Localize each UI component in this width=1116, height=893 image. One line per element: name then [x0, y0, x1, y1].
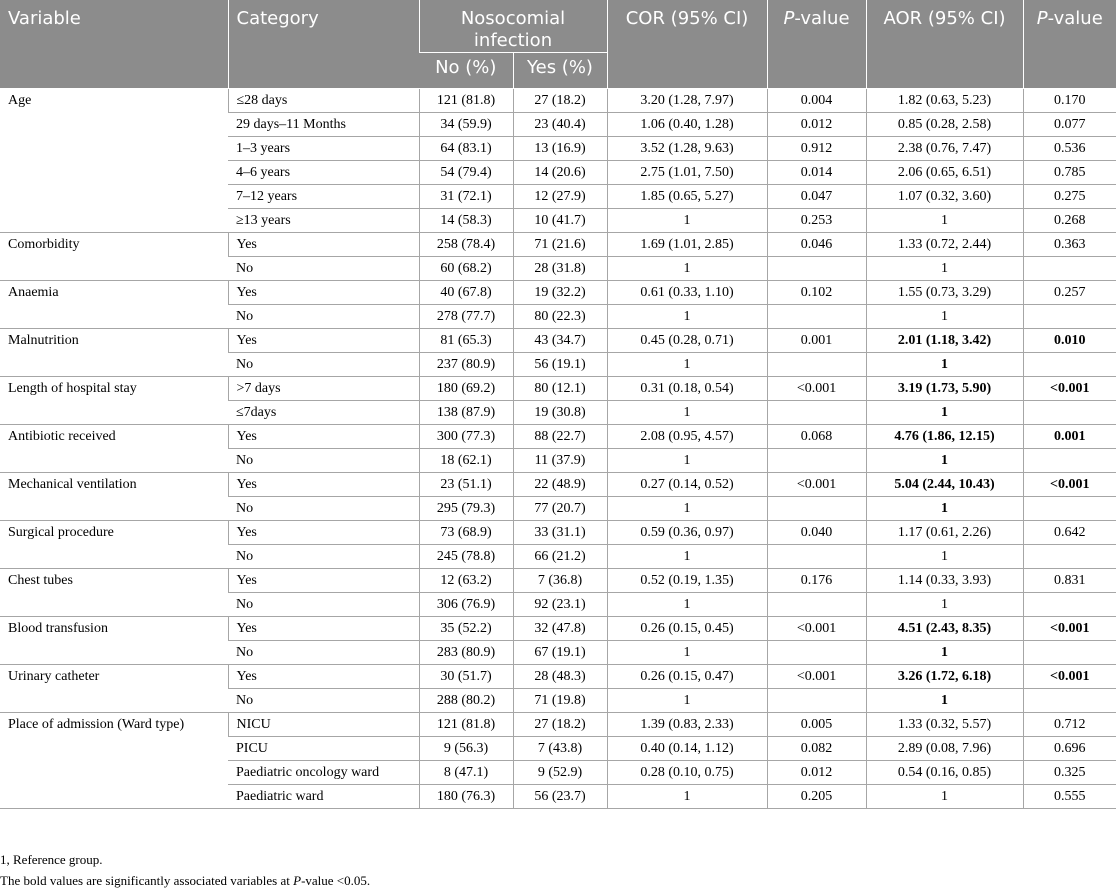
cell-p-value-cor — [767, 401, 866, 425]
header-aor: AOR (95% CI) — [866, 0, 1023, 89]
cell-p-value-cor — [767, 545, 866, 569]
cell-p-value-aor: <0.001 — [1023, 665, 1116, 689]
cell-category: 1–3 years — [228, 137, 419, 161]
table-row — [0, 521, 1116, 545]
cell-category: ≥13 years — [228, 209, 419, 233]
table-row — [0, 713, 1116, 737]
cell-p-value-aor — [1023, 257, 1116, 281]
cell-category: Paediatric oncology ward — [228, 761, 419, 785]
cell-p-value-aor: 0.010 — [1023, 329, 1116, 353]
cell-category: Yes — [228, 521, 419, 545]
cell-aor: 2.06 (0.65, 6.51) — [866, 161, 1023, 185]
cell-yes-percent: 11 (37.9) — [513, 449, 607, 473]
cell-aor: 1 — [866, 497, 1023, 521]
table-row — [0, 89, 1116, 113]
cell-variable: Anaemia — [0, 281, 228, 329]
footnote-bold — [0, 873, 370, 889]
cell-p-value-cor: 0.046 — [767, 233, 866, 257]
cell-cor: 0.26 (0.15, 0.45) — [607, 617, 767, 641]
cell-aor: 0.54 (0.16, 0.85) — [866, 761, 1023, 785]
cell-cor: 1 — [607, 401, 767, 425]
cell-aor: 2.01 (1.18, 3.42) — [866, 329, 1023, 353]
cell-p-value-aor — [1023, 497, 1116, 521]
table-row — [0, 665, 1116, 689]
cell-p-value-aor: 0.555 — [1023, 785, 1116, 809]
cell-no-percent: 23 (51.1) — [419, 473, 513, 497]
cell-cor: 1 — [607, 209, 767, 233]
cell-no-percent: 64 (83.1) — [419, 137, 513, 161]
cell-no-percent: 30 (51.7) — [419, 665, 513, 689]
cell-aor: 1 — [866, 689, 1023, 713]
cell-p-value-cor — [767, 257, 866, 281]
cell-p-value-aor: 0.831 — [1023, 569, 1116, 593]
cell-aor: 1 — [866, 305, 1023, 329]
cell-no-percent: 237 (80.9) — [419, 353, 513, 377]
cell-p-value-aor: 0.536 — [1023, 137, 1116, 161]
cell-cor: 0.61 (0.33, 1.10) — [607, 281, 767, 305]
cell-cor: 2.75 (1.01, 7.50) — [607, 161, 767, 185]
table-row — [0, 473, 1116, 497]
table-row — [0, 281, 1116, 305]
cell-no-percent: 180 (69.2) — [419, 377, 513, 401]
cell-cor: 1 — [607, 353, 767, 377]
cell-yes-percent: 88 (22.7) — [513, 425, 607, 449]
cell-variable: Surgical procedure — [0, 521, 228, 569]
header-p-value-aor — [1023, 0, 1116, 89]
cell-p-value-aor — [1023, 353, 1116, 377]
cell-yes-percent: 27 (18.2) — [513, 89, 607, 113]
cell-p-value-cor: 0.001 — [767, 329, 866, 353]
cell-p-value-aor — [1023, 305, 1116, 329]
cell-p-value-aor: 0.275 — [1023, 185, 1116, 209]
cell-cor: 1.85 (0.65, 5.27) — [607, 185, 767, 209]
cell-variable: Malnutrition — [0, 329, 228, 377]
cell-category: Yes — [228, 329, 419, 353]
header-p-rest: -value — [1047, 8, 1103, 29]
header-p-value-cor — [767, 0, 866, 89]
cell-yes-percent: 22 (48.9) — [513, 473, 607, 497]
cell-category: 7–12 years — [228, 185, 419, 209]
cell-aor: 1 — [866, 401, 1023, 425]
cell-no-percent: 138 (87.9) — [419, 401, 513, 425]
cell-category: No — [228, 449, 419, 473]
cell-variable: Mechanical ventilation — [0, 473, 228, 521]
cell-cor: 1 — [607, 305, 767, 329]
cell-p-value-cor — [767, 497, 866, 521]
cell-p-value-cor: 0.082 — [767, 737, 866, 761]
cell-p-value-cor: 0.068 — [767, 425, 866, 449]
header-yes-percent: Yes (%) — [513, 53, 607, 89]
cell-cor: 1 — [607, 545, 767, 569]
cell-p-value-cor — [767, 593, 866, 617]
cell-no-percent: 283 (80.9) — [419, 641, 513, 665]
cell-p-value-aor: 0.785 — [1023, 161, 1116, 185]
cell-no-percent: 306 (76.9) — [419, 593, 513, 617]
cell-p-value-aor: 0.696 — [1023, 737, 1116, 761]
cell-variable: Chest tubes — [0, 569, 228, 617]
cell-p-value-cor: 0.004 — [767, 89, 866, 113]
cell-no-percent: 121 (81.8) — [419, 713, 513, 737]
cell-cor: 0.52 (0.19, 1.35) — [607, 569, 767, 593]
cell-p-value-cor: 0.012 — [767, 761, 866, 785]
cell-p-value-cor — [767, 353, 866, 377]
cell-category: Yes — [228, 473, 419, 497]
cell-category: NICU — [228, 713, 419, 737]
cell-cor: 1.06 (0.40, 1.28) — [607, 113, 767, 137]
cell-p-value-aor: 0.077 — [1023, 113, 1116, 137]
cell-no-percent: 81 (65.3) — [419, 329, 513, 353]
table-row — [0, 425, 1116, 449]
cell-no-percent: 31 (72.1) — [419, 185, 513, 209]
cell-aor: 4.51 (2.43, 8.35) — [866, 617, 1023, 641]
cell-p-value-aor: <0.001 — [1023, 377, 1116, 401]
cell-no-percent: 180 (76.3) — [419, 785, 513, 809]
footnote-p-italic: P — [293, 873, 302, 888]
cell-yes-percent: 80 (22.3) — [513, 305, 607, 329]
cell-cor: 3.20 (1.28, 7.97) — [607, 89, 767, 113]
cell-cor: 0.27 (0.14, 0.52) — [607, 473, 767, 497]
cell-no-percent: 14 (58.3) — [419, 209, 513, 233]
cell-aor: 1 — [866, 545, 1023, 569]
cell-category: No — [228, 545, 419, 569]
cell-no-percent: 288 (80.2) — [419, 689, 513, 713]
header-no-percent: No (%) — [419, 53, 513, 89]
cell-no-percent: 18 (62.1) — [419, 449, 513, 473]
cell-no-percent: 40 (67.8) — [419, 281, 513, 305]
cell-no-percent: 73 (68.9) — [419, 521, 513, 545]
cell-category: ≤28 days — [228, 89, 419, 113]
cell-p-value-aor: 0.170 — [1023, 89, 1116, 113]
cell-yes-percent: 77 (20.7) — [513, 497, 607, 521]
cell-p-value-aor: 0.268 — [1023, 209, 1116, 233]
cell-yes-percent: 33 (31.1) — [513, 521, 607, 545]
cell-cor: 0.59 (0.36, 0.97) — [607, 521, 767, 545]
cell-aor: 1.14 (0.33, 3.93) — [866, 569, 1023, 593]
cell-p-value-cor: 0.912 — [767, 137, 866, 161]
cell-p-value-aor: <0.001 — [1023, 617, 1116, 641]
cell-p-value-cor — [767, 689, 866, 713]
cell-aor: 1.55 (0.73, 3.29) — [866, 281, 1023, 305]
cell-cor: 0.31 (0.18, 0.54) — [607, 377, 767, 401]
cell-aor: 2.89 (0.08, 7.96) — [866, 737, 1023, 761]
cell-yes-percent: 28 (48.3) — [513, 665, 607, 689]
cell-cor: 1 — [607, 593, 767, 617]
cell-cor: 1 — [607, 449, 767, 473]
cell-p-value-aor — [1023, 449, 1116, 473]
cell-yes-percent: 27 (18.2) — [513, 713, 607, 737]
cell-yes-percent: 56 (23.7) — [513, 785, 607, 809]
cell-category: No — [228, 353, 419, 377]
cell-p-value-cor: 0.205 — [767, 785, 866, 809]
cell-cor: 2.08 (0.95, 4.57) — [607, 425, 767, 449]
cell-p-value-cor: <0.001 — [767, 617, 866, 641]
cell-variable: Antibiotic received — [0, 425, 228, 473]
cell-yes-percent: 67 (19.1) — [513, 641, 607, 665]
cell-cor: 0.40 (0.14, 1.12) — [607, 737, 767, 761]
header-category: Category — [228, 0, 419, 89]
cell-aor: 1 — [866, 641, 1023, 665]
cell-p-value-cor: <0.001 — [767, 473, 866, 497]
cell-cor: 1 — [607, 497, 767, 521]
cell-category: PICU — [228, 737, 419, 761]
cell-p-value-cor: 0.005 — [767, 713, 866, 737]
cell-category: Yes — [228, 617, 419, 641]
cell-aor: 1 — [866, 257, 1023, 281]
cell-p-value-aor: 0.325 — [1023, 761, 1116, 785]
cell-cor: 1 — [607, 257, 767, 281]
cell-p-value-cor: <0.001 — [767, 377, 866, 401]
cell-category: No — [228, 305, 419, 329]
cell-yes-percent: 13 (16.9) — [513, 137, 607, 161]
cell-p-value-cor: <0.001 — [767, 665, 866, 689]
cell-aor: 1.17 (0.61, 2.26) — [866, 521, 1023, 545]
cell-no-percent: 258 (78.4) — [419, 233, 513, 257]
cell-p-value-aor — [1023, 689, 1116, 713]
table-row — [0, 329, 1116, 353]
cell-p-value-cor: 0.014 — [767, 161, 866, 185]
cell-p-value-aor: 0.001 — [1023, 425, 1116, 449]
cell-aor: 2.38 (0.76, 7.47) — [866, 137, 1023, 161]
cell-p-value-aor: 0.642 — [1023, 521, 1116, 545]
cell-category: No — [228, 689, 419, 713]
cell-category: Yes — [228, 569, 419, 593]
cell-p-value-cor: 0.102 — [767, 281, 866, 305]
cell-no-percent: 9 (56.3) — [419, 737, 513, 761]
cell-category: Yes — [228, 233, 419, 257]
cell-yes-percent: 23 (40.4) — [513, 113, 607, 137]
cell-category: No — [228, 593, 419, 617]
cell-yes-percent: 92 (23.1) — [513, 593, 607, 617]
header-nosocomial-infection: Nosocomial infection — [419, 0, 607, 53]
table-header — [0, 0, 1116, 89]
cell-p-value-aor — [1023, 545, 1116, 569]
cell-yes-percent: 43 (34.7) — [513, 329, 607, 353]
cell-variable: Urinary catheter — [0, 665, 228, 713]
cell-aor: 4.76 (1.86, 12.15) — [866, 425, 1023, 449]
cell-no-percent: 295 (79.3) — [419, 497, 513, 521]
table-row — [0, 377, 1116, 401]
cell-aor: 1.82 (0.63, 5.23) — [866, 89, 1023, 113]
cell-aor: 1.33 (0.32, 5.57) — [866, 713, 1023, 737]
header-variable: Variable — [0, 0, 228, 89]
cell-no-percent: 245 (78.8) — [419, 545, 513, 569]
cell-p-value-aor: 0.363 — [1023, 233, 1116, 257]
cell-category: No — [228, 257, 419, 281]
cell-aor: 1.07 (0.32, 3.60) — [866, 185, 1023, 209]
cell-aor: 1 — [866, 785, 1023, 809]
header-p-italic: P — [783, 8, 795, 29]
cell-cor: 1.39 (0.83, 2.33) — [607, 713, 767, 737]
cell-p-value-cor: 0.047 — [767, 185, 866, 209]
cell-category: 4–6 years — [228, 161, 419, 185]
cell-yes-percent: 56 (19.1) — [513, 353, 607, 377]
cell-no-percent: 35 (52.2) — [419, 617, 513, 641]
cell-no-percent: 54 (79.4) — [419, 161, 513, 185]
cell-cor: 1 — [607, 689, 767, 713]
cell-variable: Age — [0, 89, 228, 233]
cell-p-value-cor — [767, 305, 866, 329]
cell-p-value-aor — [1023, 641, 1116, 665]
cell-category: >7 days — [228, 377, 419, 401]
cell-yes-percent: 9 (52.9) — [513, 761, 607, 785]
cell-aor: 1 — [866, 449, 1023, 473]
cell-no-percent: 278 (77.7) — [419, 305, 513, 329]
cell-yes-percent: 7 (36.8) — [513, 569, 607, 593]
cell-p-value-cor — [767, 449, 866, 473]
cell-cor: 0.26 (0.15, 0.47) — [607, 665, 767, 689]
cell-cor: 1 — [607, 641, 767, 665]
cell-aor: 1 — [866, 353, 1023, 377]
cell-category: Yes — [228, 281, 419, 305]
cell-p-value-aor — [1023, 401, 1116, 425]
cell-p-value-aor: 0.257 — [1023, 281, 1116, 305]
cell-yes-percent: 19 (30.8) — [513, 401, 607, 425]
cell-yes-percent: 71 (19.8) — [513, 689, 607, 713]
cell-aor: 0.85 (0.28, 2.58) — [866, 113, 1023, 137]
footnote-bold-pre: The bold values are significantly associated variables at — [0, 873, 294, 888]
footnote-reference: 1, Reference group. — [0, 852, 103, 867]
cell-no-percent: 121 (81.8) — [419, 89, 513, 113]
cell-cor: 1 — [607, 785, 767, 809]
table-row — [0, 569, 1116, 593]
cell-category: No — [228, 641, 419, 665]
cell-category: Yes — [228, 665, 419, 689]
cell-p-value-cor: 0.040 — [767, 521, 866, 545]
cell-cor: 0.28 (0.10, 0.75) — [607, 761, 767, 785]
table-row — [0, 617, 1116, 641]
cell-p-value-cor: 0.176 — [767, 569, 866, 593]
cell-yes-percent: 80 (12.1) — [513, 377, 607, 401]
cell-yes-percent: 7 (43.8) — [513, 737, 607, 761]
cell-aor: 3.19 (1.73, 5.90) — [866, 377, 1023, 401]
footnote-bold-post: -value <0.05. — [301, 873, 371, 888]
cell-cor: 0.45 (0.28, 0.71) — [607, 329, 767, 353]
cell-no-percent: 8 (47.1) — [419, 761, 513, 785]
cell-no-percent: 12 (63.2) — [419, 569, 513, 593]
cell-category: Paediatric ward — [228, 785, 419, 809]
cell-aor: 3.26 (1.72, 6.18) — [866, 665, 1023, 689]
cell-no-percent: 34 (59.9) — [419, 113, 513, 137]
cell-yes-percent: 14 (20.6) — [513, 161, 607, 185]
cell-yes-percent: 10 (41.7) — [513, 209, 607, 233]
header-p-italic: P — [1036, 8, 1048, 29]
cell-no-percent: 300 (77.3) — [419, 425, 513, 449]
cell-variable: Place of admission (Ward type) — [0, 713, 228, 809]
cell-no-percent: 60 (68.2) — [419, 257, 513, 281]
cell-category: ≤7days — [228, 401, 419, 425]
cell-p-value-cor: 0.253 — [767, 209, 866, 233]
cell-yes-percent: 28 (31.8) — [513, 257, 607, 281]
cell-p-value-aor: 0.712 — [1023, 713, 1116, 737]
cell-cor: 3.52 (1.28, 9.63) — [607, 137, 767, 161]
header-p-rest: -value — [794, 8, 850, 29]
table-body — [0, 89, 1116, 809]
cell-yes-percent: 71 (21.6) — [513, 233, 607, 257]
cell-yes-percent: 66 (21.2) — [513, 545, 607, 569]
cell-yes-percent: 19 (32.2) — [513, 281, 607, 305]
cell-p-value-aor — [1023, 593, 1116, 617]
cell-variable: Blood transfusion — [0, 617, 228, 665]
cell-p-value-aor: <0.001 — [1023, 473, 1116, 497]
cell-category: 29 days–11 Months — [228, 113, 419, 137]
cell-category: Yes — [228, 425, 419, 449]
cell-aor: 1 — [866, 593, 1023, 617]
cell-aor: 5.04 (2.44, 10.43) — [866, 473, 1023, 497]
cell-cor: 1.69 (1.01, 2.85) — [607, 233, 767, 257]
table-row — [0, 233, 1116, 257]
cell-p-value-cor — [767, 641, 866, 665]
cell-variable: Length of hospital stay — [0, 377, 228, 425]
cell-yes-percent: 32 (47.8) — [513, 617, 607, 641]
cell-category: No — [228, 497, 419, 521]
cell-p-value-cor: 0.012 — [767, 113, 866, 137]
header-cor: COR (95% CI) — [607, 0, 767, 89]
cell-aor: 1.33 (0.72, 2.44) — [866, 233, 1023, 257]
cell-variable: Comorbidity — [0, 233, 228, 281]
cell-yes-percent: 12 (27.9) — [513, 185, 607, 209]
cell-aor: 1 — [866, 209, 1023, 233]
